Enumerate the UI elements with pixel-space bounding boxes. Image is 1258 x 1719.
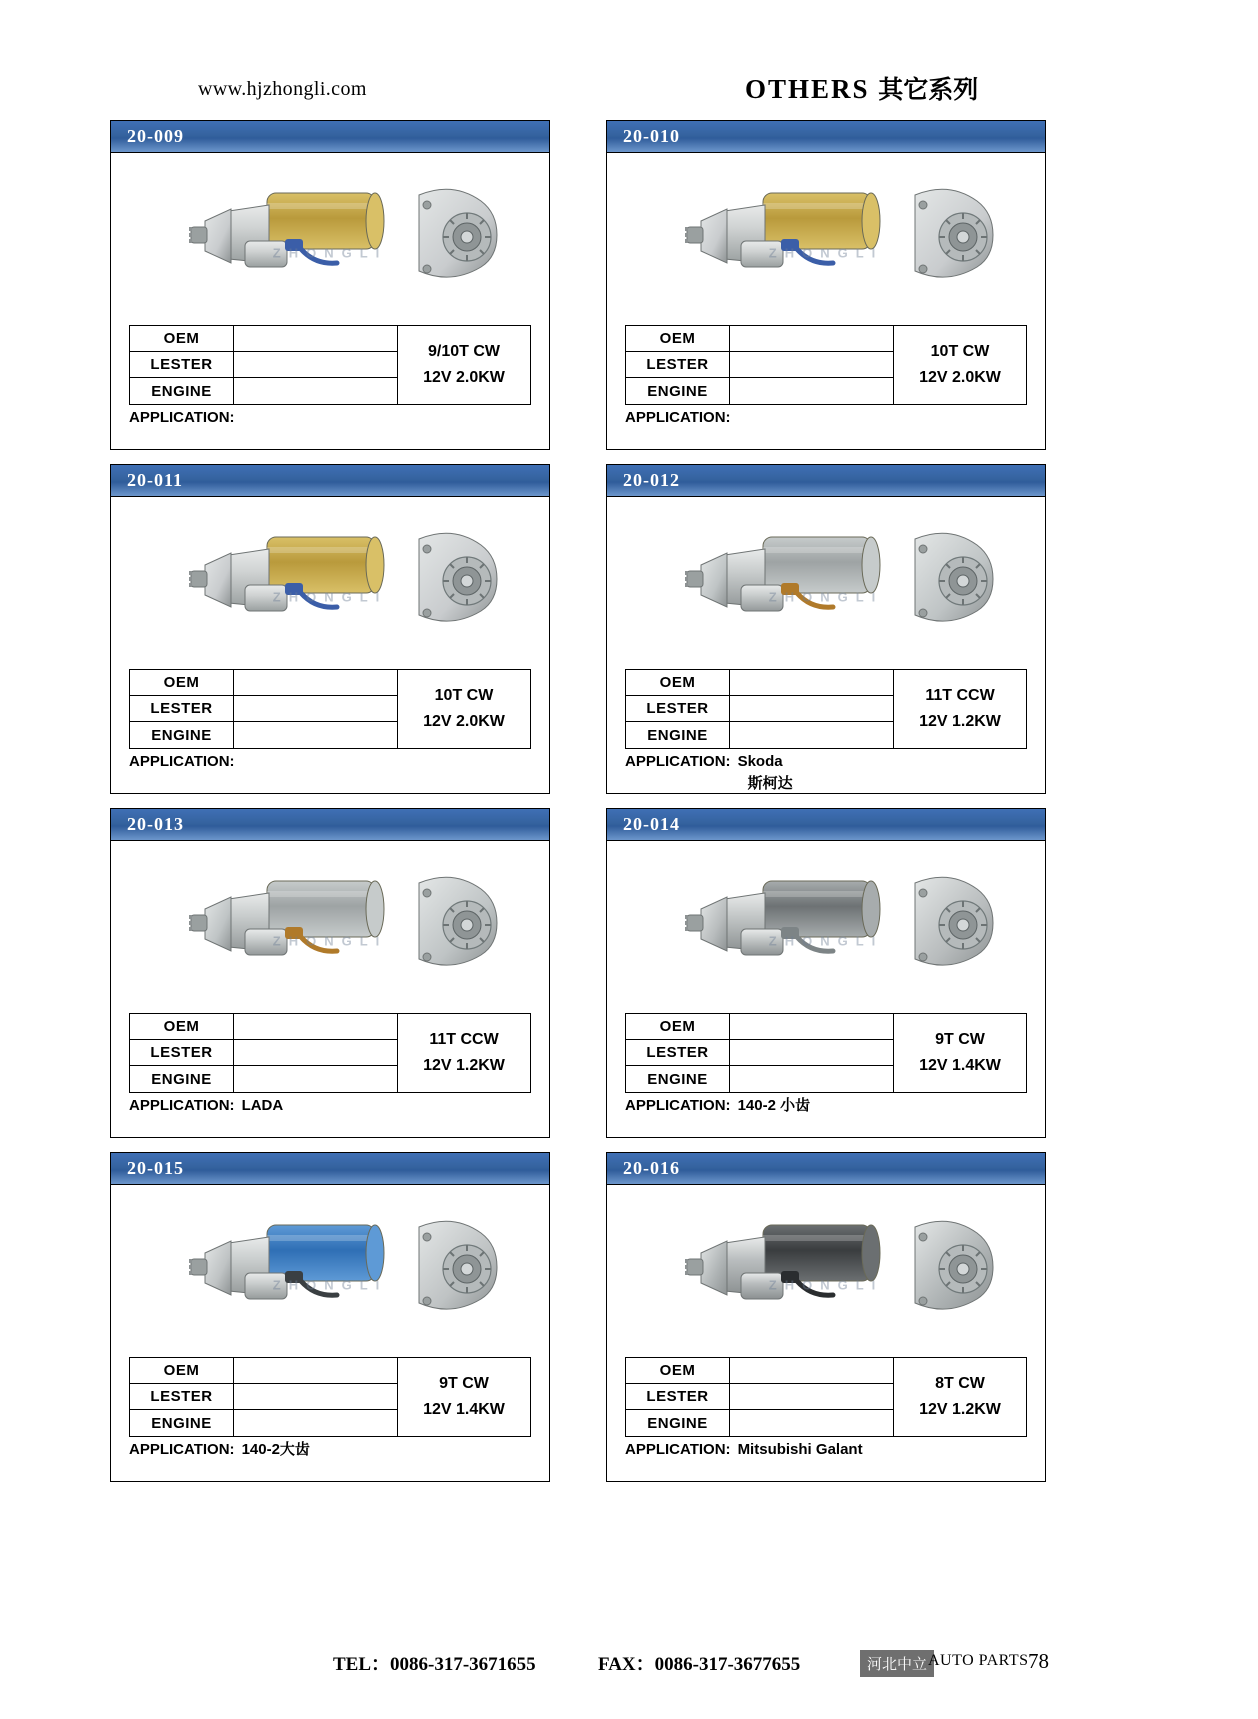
- page-number: 78: [1028, 1649, 1049, 1673]
- application-value-line1: Mitsubishi Galant: [737, 1441, 863, 1458]
- product-card-header: [111, 465, 549, 497]
- spec-label-oem: OEM: [130, 670, 234, 695]
- spec-label-lester: LESTER: [130, 696, 234, 721]
- teeth-rotation: 9T CW: [439, 1374, 489, 1392]
- product-code: 20-009: [127, 126, 184, 146]
- spec-label-oem: OEM: [626, 670, 730, 695]
- product-code: 20-012: [623, 470, 680, 490]
- spec-row-engine: [626, 1066, 893, 1092]
- application-value: [242, 1439, 310, 1461]
- spec-table: [129, 1357, 531, 1437]
- product-card: [110, 120, 550, 450]
- product-photo: [111, 1185, 549, 1357]
- spec-value-oem: [730, 1014, 893, 1039]
- spec-value-engine: [730, 1410, 893, 1436]
- product-code: 20-014: [623, 814, 680, 834]
- spec-label-engine: ENGINE: [626, 1066, 730, 1092]
- teeth-rotation: 9/10T CW: [427, 342, 500, 360]
- application-value: [738, 1439, 863, 1461]
- voltage-power: 12V 1.2KW: [919, 1401, 1001, 1418]
- spec-row-lester: [626, 352, 893, 378]
- spec-label-lester: LESTER: [626, 352, 730, 377]
- brand-logo-en: AUTO PARTS: [928, 1652, 1029, 1669]
- voltage-power: 12V 1.2KW: [423, 1057, 505, 1074]
- product-card-header: [607, 809, 1045, 841]
- spec-value-engine: [730, 378, 893, 404]
- spec-table-left: [626, 670, 894, 748]
- spec-label-oem: OEM: [130, 326, 234, 351]
- spec-value-oem: [234, 326, 397, 351]
- page-header: [0, 70, 1258, 114]
- product-card-header: [607, 121, 1045, 153]
- application-value-line1: 140-2 小齿: [737, 1097, 811, 1114]
- application-label: APPLICATION:: [129, 409, 235, 426]
- spec-label-oem: OEM: [130, 1014, 234, 1039]
- spec-summary: [894, 670, 1026, 748]
- spec-row-oem: [626, 1014, 893, 1040]
- application-row: [625, 1095, 1027, 1117]
- product-code: 20-010: [623, 126, 680, 146]
- spec-label-lester: LESTER: [626, 1040, 730, 1065]
- spec-value-oem: [730, 326, 893, 351]
- spec-label-engine: ENGINE: [130, 1066, 234, 1092]
- product-card: [606, 808, 1046, 1138]
- application-value-line1: Skoda: [737, 753, 783, 770]
- watermark-text: ZHONGLI: [272, 933, 388, 949]
- spec-value-lester: [234, 1384, 397, 1409]
- spec-label-engine: ENGINE: [626, 722, 730, 748]
- spec-row-lester: [626, 1040, 893, 1066]
- spec-value-lester: [730, 352, 893, 377]
- spec-row-engine: [130, 1410, 397, 1436]
- product-card-header: [111, 1153, 549, 1185]
- spec-label-oem: OEM: [626, 326, 730, 351]
- product-card-header: [607, 465, 1045, 497]
- watermark-text: ZHONGLI: [768, 245, 884, 261]
- application-label: APPLICATION:: [625, 1097, 731, 1114]
- spec-table-left: [130, 1014, 398, 1092]
- application-value-line1: LADA: [241, 1097, 284, 1114]
- spec-value-lester: [234, 352, 397, 377]
- product-code: 20-015: [127, 1158, 184, 1178]
- spec-row-lester: [130, 352, 397, 378]
- spec-row-engine: [626, 1410, 893, 1436]
- spec-row-oem: [626, 1358, 893, 1384]
- watermark-text: ZHONGLI: [272, 245, 388, 261]
- spec-table-left: [130, 326, 398, 404]
- website-url: www.hjzhongli.com: [198, 78, 367, 100]
- spec-value-oem: [234, 1358, 397, 1383]
- spec-table: [625, 669, 1027, 749]
- product-photo: [111, 153, 549, 325]
- spec-row-engine: [130, 378, 397, 404]
- voltage-power: 12V 1.4KW: [423, 1401, 505, 1418]
- brand-logo-cn: 河北中立: [860, 1650, 934, 1677]
- product-photo: [607, 153, 1045, 325]
- application-value: [738, 1095, 811, 1117]
- teeth-rotation: 9T CW: [935, 1030, 985, 1048]
- spec-table: [129, 1013, 531, 1093]
- footer-tel: TEL：0086-317-3671655: [333, 1654, 536, 1675]
- watermark-text: ZHONGLI: [768, 933, 884, 949]
- spec-value-oem: [234, 1014, 397, 1039]
- spec-row-engine: [626, 378, 893, 404]
- spec-value-lester: [234, 1040, 397, 1065]
- spec-label-oem: OEM: [626, 1358, 730, 1383]
- application-label: APPLICATION:: [129, 1097, 235, 1114]
- application-label: APPLICATION:: [129, 753, 235, 770]
- spec-value-engine: [234, 378, 397, 404]
- footer-fax: FAX：0086-317-3677655: [598, 1654, 801, 1675]
- teeth-rotation: 8T CW: [935, 1374, 985, 1392]
- product-code: 20-013: [127, 814, 184, 834]
- spec-value-lester: [730, 1384, 893, 1409]
- product-photo: [607, 497, 1045, 669]
- application-row: [129, 1095, 531, 1117]
- spec-value-engine: [234, 1066, 397, 1092]
- spec-value-oem: [234, 670, 397, 695]
- application-value-line2: 斯柯达: [747, 774, 793, 792]
- product-card: [110, 1152, 550, 1482]
- series-title-cn: 其它系列: [878, 75, 979, 104]
- spec-label-oem: OEM: [130, 1358, 234, 1383]
- spec-row-lester: [626, 696, 893, 722]
- application-row: [625, 1439, 1027, 1461]
- page-footer: [0, 1649, 1258, 1679]
- product-card-header: [111, 809, 549, 841]
- spec-label-oem: OEM: [626, 1014, 730, 1039]
- voltage-power: 12V 2.0KW: [423, 713, 505, 730]
- teeth-rotation: 10T CW: [930, 342, 990, 360]
- application-value: [738, 751, 793, 795]
- spec-value-engine: [234, 1410, 397, 1436]
- spec-label-engine: ENGINE: [130, 1410, 234, 1436]
- spec-label-lester: LESTER: [626, 696, 730, 721]
- spec-label-lester: LESTER: [130, 352, 234, 377]
- teeth-rotation: 11T CCW: [429, 1030, 499, 1048]
- voltage-power: 12V 2.0KW: [919, 369, 1001, 386]
- spec-label-lester: LESTER: [130, 1040, 234, 1065]
- spec-table-left: [626, 1358, 894, 1436]
- application-label: APPLICATION:: [625, 753, 731, 770]
- spec-row-oem: [130, 670, 397, 696]
- application-row: [129, 407, 531, 429]
- spec-row-oem: [130, 1014, 397, 1040]
- application-row: [625, 407, 1027, 429]
- voltage-power: 12V 1.2KW: [919, 713, 1001, 730]
- spec-summary: [398, 326, 530, 404]
- spec-row-lester: [130, 696, 397, 722]
- spec-label-lester: LESTER: [130, 1384, 234, 1409]
- spec-value-engine: [730, 722, 893, 748]
- product-card: [606, 1152, 1046, 1482]
- spec-row-engine: [130, 1066, 397, 1092]
- product-grid: [110, 120, 1153, 1482]
- product-code: 20-016: [623, 1158, 680, 1178]
- product-card-header: [607, 1153, 1045, 1185]
- application-label: APPLICATION:: [625, 409, 731, 426]
- product-code: 20-011: [127, 470, 184, 490]
- spec-row-engine: [626, 722, 893, 748]
- spec-value-engine: [234, 722, 397, 748]
- spec-row-oem: [130, 326, 397, 352]
- product-photo: [111, 497, 549, 669]
- application-value: [242, 1095, 284, 1117]
- product-card: [110, 808, 550, 1138]
- application-label: APPLICATION:: [129, 1441, 235, 1458]
- spec-summary: [398, 1358, 530, 1436]
- spec-table: [129, 669, 531, 749]
- spec-row-oem: [626, 670, 893, 696]
- application-row: [625, 751, 1027, 795]
- product-photo: [607, 841, 1045, 1013]
- application-value-line1: 140-2大齿: [241, 1441, 310, 1458]
- application-row: [129, 1439, 531, 1461]
- spec-label-engine: ENGINE: [626, 1410, 730, 1436]
- product-photo: [607, 1185, 1045, 1357]
- spec-table: [625, 1013, 1027, 1093]
- spec-value-lester: [730, 1040, 893, 1065]
- spec-row-engine: [130, 722, 397, 748]
- watermark-text: ZHONGLI: [768, 589, 884, 605]
- spec-value-engine: [730, 1066, 893, 1092]
- teeth-rotation: 11T CCW: [925, 686, 995, 704]
- product-photo: [111, 841, 549, 1013]
- spec-row-oem: [626, 326, 893, 352]
- product-card: [606, 464, 1046, 794]
- spec-summary: [894, 326, 1026, 404]
- spec-summary: [398, 1014, 530, 1092]
- watermark-text: ZHONGLI: [768, 1277, 884, 1293]
- spec-table: [625, 1357, 1027, 1437]
- spec-label-engine: ENGINE: [130, 722, 234, 748]
- spec-row-oem: [130, 1358, 397, 1384]
- spec-summary: [894, 1014, 1026, 1092]
- spec-row-lester: [626, 1384, 893, 1410]
- watermark-text: ZHONGLI: [272, 589, 388, 605]
- spec-value-lester: [234, 696, 397, 721]
- application-row: [129, 751, 531, 773]
- spec-summary: [398, 670, 530, 748]
- spec-label-engine: ENGINE: [626, 378, 730, 404]
- spec-table-left: [130, 670, 398, 748]
- spec-value-oem: [730, 670, 893, 695]
- voltage-power: 12V 1.4KW: [919, 1057, 1001, 1074]
- voltage-power: 12V 2.0KW: [423, 369, 505, 386]
- spec-row-lester: [130, 1040, 397, 1066]
- spec-table-left: [626, 326, 894, 404]
- product-card-header: [111, 121, 549, 153]
- teeth-rotation: 10T CW: [434, 686, 494, 704]
- page-title: [745, 70, 978, 106]
- spec-table: [625, 325, 1027, 405]
- spec-table-left: [626, 1014, 894, 1092]
- spec-table: [129, 325, 531, 405]
- spec-label-engine: ENGINE: [130, 378, 234, 404]
- watermark-text: ZHONGLI: [272, 1277, 388, 1293]
- spec-value-oem: [730, 1358, 893, 1383]
- spec-table-left: [130, 1358, 398, 1436]
- product-card: [110, 464, 550, 794]
- product-card: [606, 120, 1046, 450]
- series-title-en: OTHERS: [745, 74, 870, 104]
- spec-row-lester: [130, 1384, 397, 1410]
- application-label: APPLICATION:: [625, 1441, 731, 1458]
- spec-value-lester: [730, 696, 893, 721]
- spec-summary: [894, 1358, 1026, 1436]
- spec-label-lester: LESTER: [626, 1384, 730, 1409]
